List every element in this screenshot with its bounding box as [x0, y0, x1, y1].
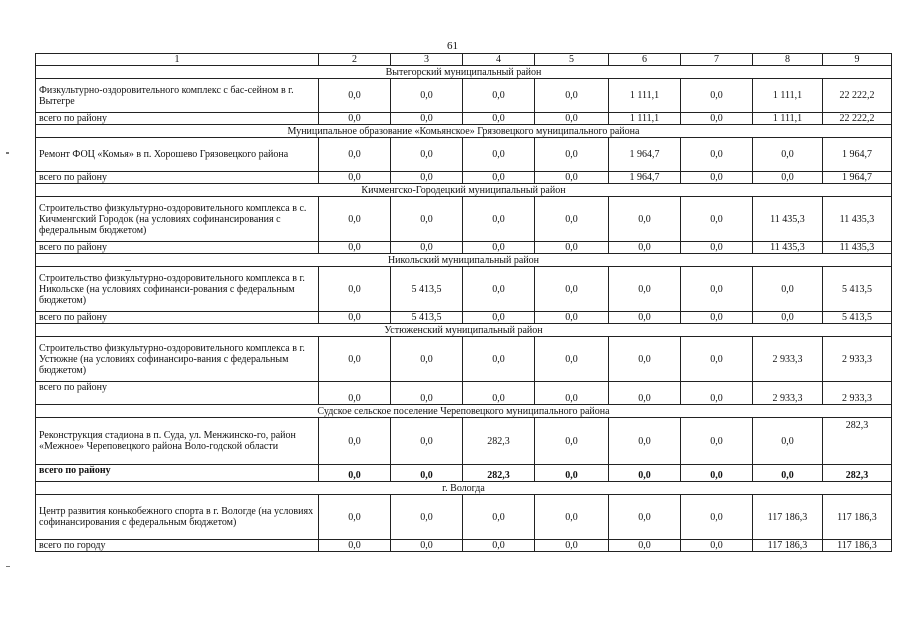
total-value: 0,0	[609, 242, 681, 254]
total-value: 5 413,5	[823, 312, 892, 324]
section-row	[36, 324, 892, 337]
total-value: 0,0	[391, 382, 463, 405]
item-value: 0,0	[319, 495, 391, 540]
total-row	[36, 382, 892, 405]
section-row	[36, 254, 892, 267]
item-value: 2 933,3	[823, 337, 892, 382]
total-value: 1 964,7	[609, 172, 681, 184]
item-value: 0,0	[463, 197, 535, 242]
table-row	[36, 267, 892, 312]
item-name: Центр развития конькобежного спорта в г. Вологде (на условиях софинансирования с федеральным бюджетом)	[36, 495, 319, 540]
section-row	[36, 184, 892, 197]
total-value: 0,0	[319, 465, 391, 482]
total-value: 0,0	[463, 312, 535, 324]
scan-speck	[6, 566, 10, 567]
item-value: 0,0	[463, 337, 535, 382]
item-value: 0,0	[609, 495, 681, 540]
total-value: 0,0	[681, 113, 753, 125]
total-value: 0,0	[391, 540, 463, 552]
item-value: 0,0	[753, 267, 823, 312]
total-value: 0,0	[681, 242, 753, 254]
item-value: 0,0	[319, 418, 391, 465]
item-value: 0,0	[463, 79, 535, 113]
section-row	[36, 66, 892, 79]
total-value: 117 186,3	[823, 540, 892, 552]
total-value: 0,0	[319, 242, 391, 254]
total-value: 0,0	[319, 312, 391, 324]
total-value: 0,0	[463, 172, 535, 184]
item-value: 0,0	[609, 197, 681, 242]
total-label: всего по району	[36, 113, 319, 125]
page-number: 61	[447, 40, 458, 52]
section-title: Кичменгско-Городецкий муниципальный район	[36, 184, 892, 197]
total-value: 11 435,3	[753, 242, 823, 254]
total-value: 0,0	[535, 312, 609, 324]
item-value: 1 111,1	[609, 79, 681, 113]
total-value: 0,0	[463, 113, 535, 125]
item-value: 282,3	[823, 418, 892, 465]
table-row	[36, 197, 892, 242]
item-value: 0,0	[535, 495, 609, 540]
total-value: 0,0	[753, 172, 823, 184]
total-value: 0,0	[753, 465, 823, 482]
section-row	[36, 125, 892, 138]
total-label: всего по району	[36, 172, 319, 184]
item-value: 0,0	[391, 138, 463, 172]
item-value: 0,0	[319, 138, 391, 172]
total-label: всего по району	[36, 312, 319, 324]
total-value: 0,0	[319, 172, 391, 184]
item-value: 0,0	[681, 79, 753, 113]
item-value: 0,0	[319, 197, 391, 242]
column-header: 9	[823, 54, 892, 66]
column-header: 4	[463, 54, 535, 66]
item-value: 1 964,7	[609, 138, 681, 172]
item-value: 0,0	[535, 79, 609, 113]
item-name: Строительство физкультурно-оздоровительного комплекса в с. Кичменгский Городок (на условиях софинансирования с федеральным бюджетом)	[36, 197, 319, 242]
budget-table	[35, 53, 892, 552]
total-row	[36, 312, 892, 324]
total-label: всего по району	[36, 382, 319, 405]
column-header: 5	[535, 54, 609, 66]
item-value: 0,0	[391, 418, 463, 465]
total-value: 0,0	[681, 312, 753, 324]
total-value: 0,0	[535, 242, 609, 254]
total-value: 0,0	[681, 382, 753, 405]
item-value: 0,0	[681, 495, 753, 540]
total-value: 0,0	[391, 465, 463, 482]
column-header: 6	[609, 54, 681, 66]
table-row	[36, 337, 892, 382]
item-value: 0,0	[535, 418, 609, 465]
item-value: 0,0	[609, 418, 681, 465]
scan-speck	[6, 152, 9, 154]
item-value: 11 435,3	[823, 197, 892, 242]
table-row	[36, 138, 892, 172]
total-value: 0,0	[535, 113, 609, 125]
item-name: Строительство физкультурно-оздоровительного комплекса в г. Устюжне (на условиях софинансиро-вания с федеральным бюджетом)	[36, 337, 319, 382]
column-header: 3	[391, 54, 463, 66]
item-value: 0,0	[391, 495, 463, 540]
item-value: 5 413,5	[823, 267, 892, 312]
item-value: 1 111,1	[753, 79, 823, 113]
total-row	[36, 113, 892, 125]
section-title: Никольский муниципальный район	[36, 254, 892, 267]
total-value: 0,0	[463, 382, 535, 405]
item-value: 282,3	[463, 418, 535, 465]
total-value: 0,0	[681, 540, 753, 552]
item-value: 0,0	[753, 138, 823, 172]
total-value: 0,0	[681, 172, 753, 184]
section-title: Муниципальное образование «Комьянское» Грязовецкого муниципального района	[36, 125, 892, 138]
total-value: 1 111,1	[609, 113, 681, 125]
section-title: Вытегорский муниципальный район	[36, 66, 892, 79]
total-row	[36, 465, 892, 482]
section-title: г. Вологда	[36, 482, 892, 495]
total-value: 0,0	[319, 113, 391, 125]
total-value: 0,0	[609, 540, 681, 552]
total-value: 0,0	[609, 465, 681, 482]
item-value: 0,0	[681, 337, 753, 382]
total-value: 0,0	[681, 465, 753, 482]
item-value: 0,0	[681, 267, 753, 312]
total-value: 0,0	[535, 382, 609, 405]
item-name: Реконструкция стадиона в п. Суда, ул. Менжинско-го, район «Межное» Череповецкого района Воло-годской области	[36, 418, 319, 465]
total-row	[36, 540, 892, 552]
total-value: 0,0	[319, 382, 391, 405]
total-value: 2 933,3	[823, 382, 892, 405]
item-value: 0,0	[391, 79, 463, 113]
item-value: 0,0	[535, 197, 609, 242]
item-value: 0,0	[609, 337, 681, 382]
table-header-row	[36, 54, 892, 66]
item-value: 0,0	[463, 138, 535, 172]
section-title: Судское сельское поселение Череповецкого муниципального района	[36, 405, 892, 418]
total-value: 0,0	[535, 540, 609, 552]
total-value: 1 111,1	[753, 113, 823, 125]
item-value: 2 933,3	[753, 337, 823, 382]
item-name: Строительство физкультурно-оздоровительного комплекса в г. Никольске (на условиях софинанси-рования с федеральным бюджетом)	[36, 267, 319, 312]
total-label: всего по району	[36, 465, 319, 482]
item-value: 0,0	[753, 418, 823, 465]
item-name: Физкультурно-оздоровительного комплекс с бас-сейном в г. Вытегре	[36, 79, 319, 113]
item-value: 11 435,3	[753, 197, 823, 242]
total-value: 5 413,5	[391, 312, 463, 324]
section-row	[36, 482, 892, 495]
total-label: всего по городу	[36, 540, 319, 552]
item-value: 5 413,5	[391, 267, 463, 312]
item-value: 0,0	[681, 418, 753, 465]
item-value: 0,0	[609, 267, 681, 312]
total-value: 2 933,3	[753, 382, 823, 405]
total-value: 0,0	[463, 540, 535, 552]
total-value: 0,0	[609, 312, 681, 324]
item-value: 0,0	[535, 138, 609, 172]
total-value: 0,0	[391, 242, 463, 254]
item-value: 1 964,7	[823, 138, 892, 172]
item-value: 0,0	[319, 79, 391, 113]
item-value: 0,0	[319, 267, 391, 312]
item-value: 0,0	[681, 138, 753, 172]
total-value: 0,0	[535, 465, 609, 482]
item-value: 0,0	[463, 267, 535, 312]
item-value: 117 186,3	[753, 495, 823, 540]
column-header: 1	[36, 54, 319, 66]
total-value: 0,0	[319, 540, 391, 552]
total-value: 0,0	[391, 172, 463, 184]
total-value: 282,3	[823, 465, 892, 482]
item-value: 117 186,3	[823, 495, 892, 540]
item-value: 0,0	[535, 267, 609, 312]
total-value: 22 222,2	[823, 113, 892, 125]
column-header: 7	[681, 54, 753, 66]
column-header: 2	[319, 54, 391, 66]
total-value: 0,0	[391, 113, 463, 125]
total-value: 1 964,7	[823, 172, 892, 184]
item-value: 0,0	[681, 197, 753, 242]
section-title: Устюженский муниципальный район	[36, 324, 892, 337]
total-value: 117 186,3	[753, 540, 823, 552]
total-value: 282,3	[463, 465, 535, 482]
table-row	[36, 418, 892, 465]
total-value: 0,0	[609, 382, 681, 405]
table-row	[36, 495, 892, 540]
item-name: Ремонт ФОЦ «Комья» в п. Хорошево Грязовецкого района	[36, 138, 319, 172]
item-value: 0,0	[535, 337, 609, 382]
item-value: 0,0	[319, 337, 391, 382]
total-row	[36, 172, 892, 184]
total-label: всего по району	[36, 242, 319, 254]
section-row	[36, 405, 892, 418]
total-value: 0,0	[753, 312, 823, 324]
total-row	[36, 242, 892, 254]
total-value: 0,0	[463, 242, 535, 254]
table-row	[36, 79, 892, 113]
item-value: 0,0	[391, 337, 463, 382]
total-value: 11 435,3	[823, 242, 892, 254]
total-value: 0,0	[535, 172, 609, 184]
column-header: 8	[753, 54, 823, 66]
item-value: 0,0	[391, 197, 463, 242]
item-value: 0,0	[463, 495, 535, 540]
item-value: 22 222,2	[823, 79, 892, 113]
